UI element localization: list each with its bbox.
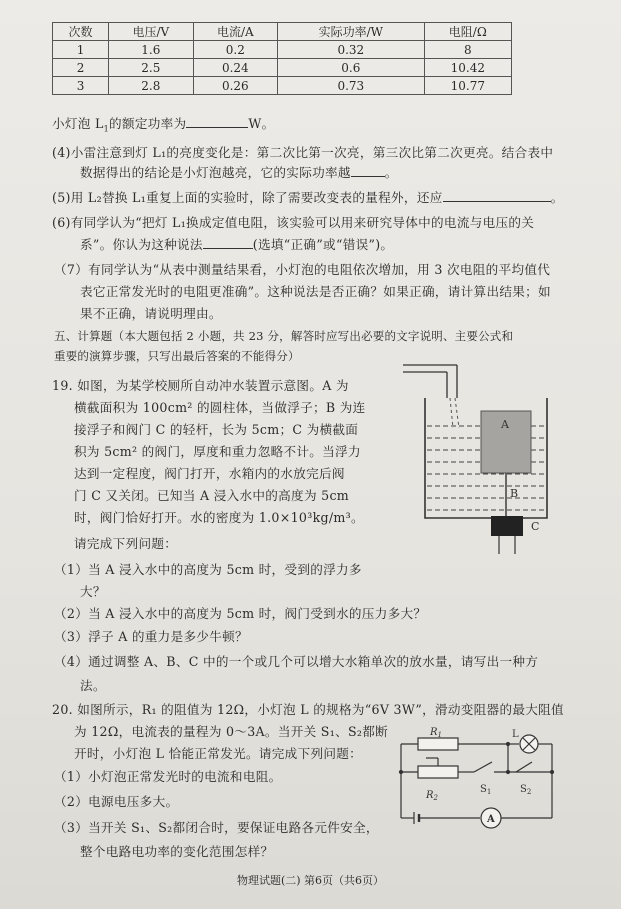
q19-line: 门 C 又关闭。已知当 A 浸入水中的高度为 5cm	[74, 488, 350, 503]
col-header: 次数	[53, 23, 109, 41]
table-row	[53, 59, 512, 77]
text: 。	[550, 190, 564, 205]
label-l: L	[512, 729, 519, 740]
q19-part-1: （1）当 A 浸入水中的高度为 5cm 时，受到的浮力多	[54, 562, 362, 577]
section-5-heading: 五、计算题（本大题包括 2 小题，共 23 分，解答时应写出必要的文字说明、主要公式和	[54, 329, 514, 343]
question-3-line: 小灯泡 $L_1$的额定功率为 W。	[52, 116, 275, 134]
label-s2: $S_2$	[520, 784, 532, 796]
q20-part-1: （1）小灯泡正常发光时的电流和电阻。	[54, 769, 282, 784]
q19-part-1-2: 大？	[80, 584, 106, 599]
q19-line: 积为 5cm² 的阀门，厚度和重力忽略不计。当浮力	[74, 444, 361, 459]
question-6-line-2	[80, 235, 393, 255]
q19-line: 达到一定程度，阀门打开，水箱内的水放完后阀	[74, 466, 345, 481]
col-header: 电阻/Ω	[424, 23, 511, 41]
switch-s2	[516, 762, 532, 772]
answer-blank[interactable]	[443, 189, 551, 202]
label-b: B	[510, 487, 519, 500]
col-header: 电流/A	[193, 23, 278, 41]
table-cell: 0.26	[193, 77, 278, 95]
q20-line: 为 12Ω，电流表的量程为 0～3A。当开关 S₁、S₂都断	[74, 724, 389, 739]
table-row	[53, 41, 512, 59]
switch-s1	[474, 762, 492, 772]
table-cell: 2.5	[109, 59, 194, 77]
valve-c	[491, 516, 523, 536]
circuit-diagram	[396, 722, 576, 842]
answer-blank[interactable]	[203, 236, 253, 249]
table-cell: 0.2	[193, 41, 278, 59]
table-cell: 8	[424, 41, 511, 59]
answer-blank[interactable]	[186, 115, 248, 128]
table-cell: 2.8	[109, 77, 194, 95]
table-cell: 0.6	[278, 59, 425, 77]
q19-line: 接浮子和阀门 C 的轻杆，长为 5cm；C 为横截面	[74, 422, 359, 437]
table-cell: 0.73	[278, 77, 425, 95]
q19-line: 横截面积为 100cm² 的圆柱体，当做浮子；B 为连	[74, 400, 366, 415]
q19-line: 请完成下列问题：	[74, 536, 178, 551]
text: 系”。你认为这种说法	[80, 237, 203, 252]
question-7-line: （7）有同学认为“从表中测量结果看，小灯泡的电阻依次增加，用 3 次电阻的平均值代	[54, 262, 551, 277]
answer-blank[interactable]	[351, 164, 385, 177]
label-r1: $R_1$	[430, 727, 442, 739]
table-row	[53, 77, 512, 95]
question-4-line: (4)小雷注意到灯 L₁的亮度变化是：第二次比第一次亮，第三次比第二次更亮。结合表中	[52, 145, 554, 160]
label-s1: $S_1$	[480, 784, 492, 796]
q19-part-3: （3）浮子 A 的重力是多少牛顿？	[54, 629, 248, 644]
text: (选填“正确”或“错误”)。	[252, 237, 394, 252]
flush-tank-diagram	[395, 358, 595, 558]
q19-line: 19. 如图，为某学校厕所自动冲水装置示意图。A 为	[52, 378, 349, 393]
page-footer: 物理试题(二) 第6页（共6页）	[236, 874, 385, 887]
q19-part-4: （4）通过调整 A、B、C 中的一个或几个可以增大水箱单次的放水量，请写出一种方	[54, 654, 539, 669]
question-7-line-3: 果不正确，请说明理由。	[80, 306, 222, 321]
table-cell: 1.6	[109, 41, 194, 59]
q20-part-2: （2）电源电压多大。	[54, 794, 179, 809]
text: 的额定功率为	[109, 116, 187, 131]
section-5-heading-2: 重要的演算步骤，只写出最后答案的不能得分）	[54, 349, 300, 363]
text: (5)用 L₂替换 L₁重复上面的实验时，除了需要改变表的量程外，还应	[52, 190, 443, 205]
resistor-r1	[418, 738, 458, 750]
q19-part-2: （2）当 A 浸入水中的高度为 5cm 时，阀门受到水的压力多大？	[54, 606, 427, 621]
text: 数据得出的结论是小灯泡越亮，它的实际功率越	[80, 165, 351, 180]
table-cell: 2	[53, 59, 109, 77]
text: 。	[384, 165, 398, 180]
table-header-row	[53, 23, 512, 41]
table-cell: 3	[53, 77, 109, 95]
label-ammeter: A	[487, 814, 495, 825]
question-6-line: (6)有同学认为“把灯 L₁换成定值电阻，该实验可以用来研究导体中的电流与电压的关	[52, 215, 535, 230]
table-cell: 1	[53, 41, 109, 59]
q19-line: 时，阀门恰好打开。水的密度为 1.0×10³kg/m³。	[74, 510, 364, 525]
label-c: C	[531, 520, 540, 533]
question-7-line-2: 表它正常发光时的电阻更准确”。这种说法是否正确？如果正确，请计算出结果；如	[80, 284, 551, 299]
question-5-line	[52, 188, 564, 208]
measurement-table	[52, 22, 512, 95]
q20-line: 20. 如图所示，R₁ 的阻值为 12Ω，小灯泡 L 的规格为“6V 3W”，滑动变阻器的最大阻值	[52, 702, 564, 717]
table-cell: 0.24	[193, 59, 278, 77]
label-r2: $R_2$	[426, 790, 438, 802]
rheostat	[418, 766, 458, 778]
label-a: A	[501, 418, 509, 431]
col-header: 电压/V	[109, 23, 194, 41]
table-cell: 10.42	[424, 59, 511, 77]
q20-part-3: （3）当开关 S₁、S₂都闭合时，要保证电路各元件安全，	[54, 820, 379, 835]
text: 小灯泡 L	[52, 116, 104, 131]
table-cell: 10.77	[424, 77, 511, 95]
text: W。	[248, 116, 275, 131]
table-cell: 0.32	[278, 41, 425, 59]
col-header: 实际功率/W	[278, 23, 425, 41]
q19-part-4-2: 法。	[80, 678, 106, 693]
q20-part-3-2: 整个电路电功率的变化范围怎样？	[80, 844, 274, 859]
q20-line: 开时，小灯泡 L 恰能正常发光。请完成下列问题：	[74, 746, 363, 761]
question-4-line-2	[80, 163, 398, 183]
